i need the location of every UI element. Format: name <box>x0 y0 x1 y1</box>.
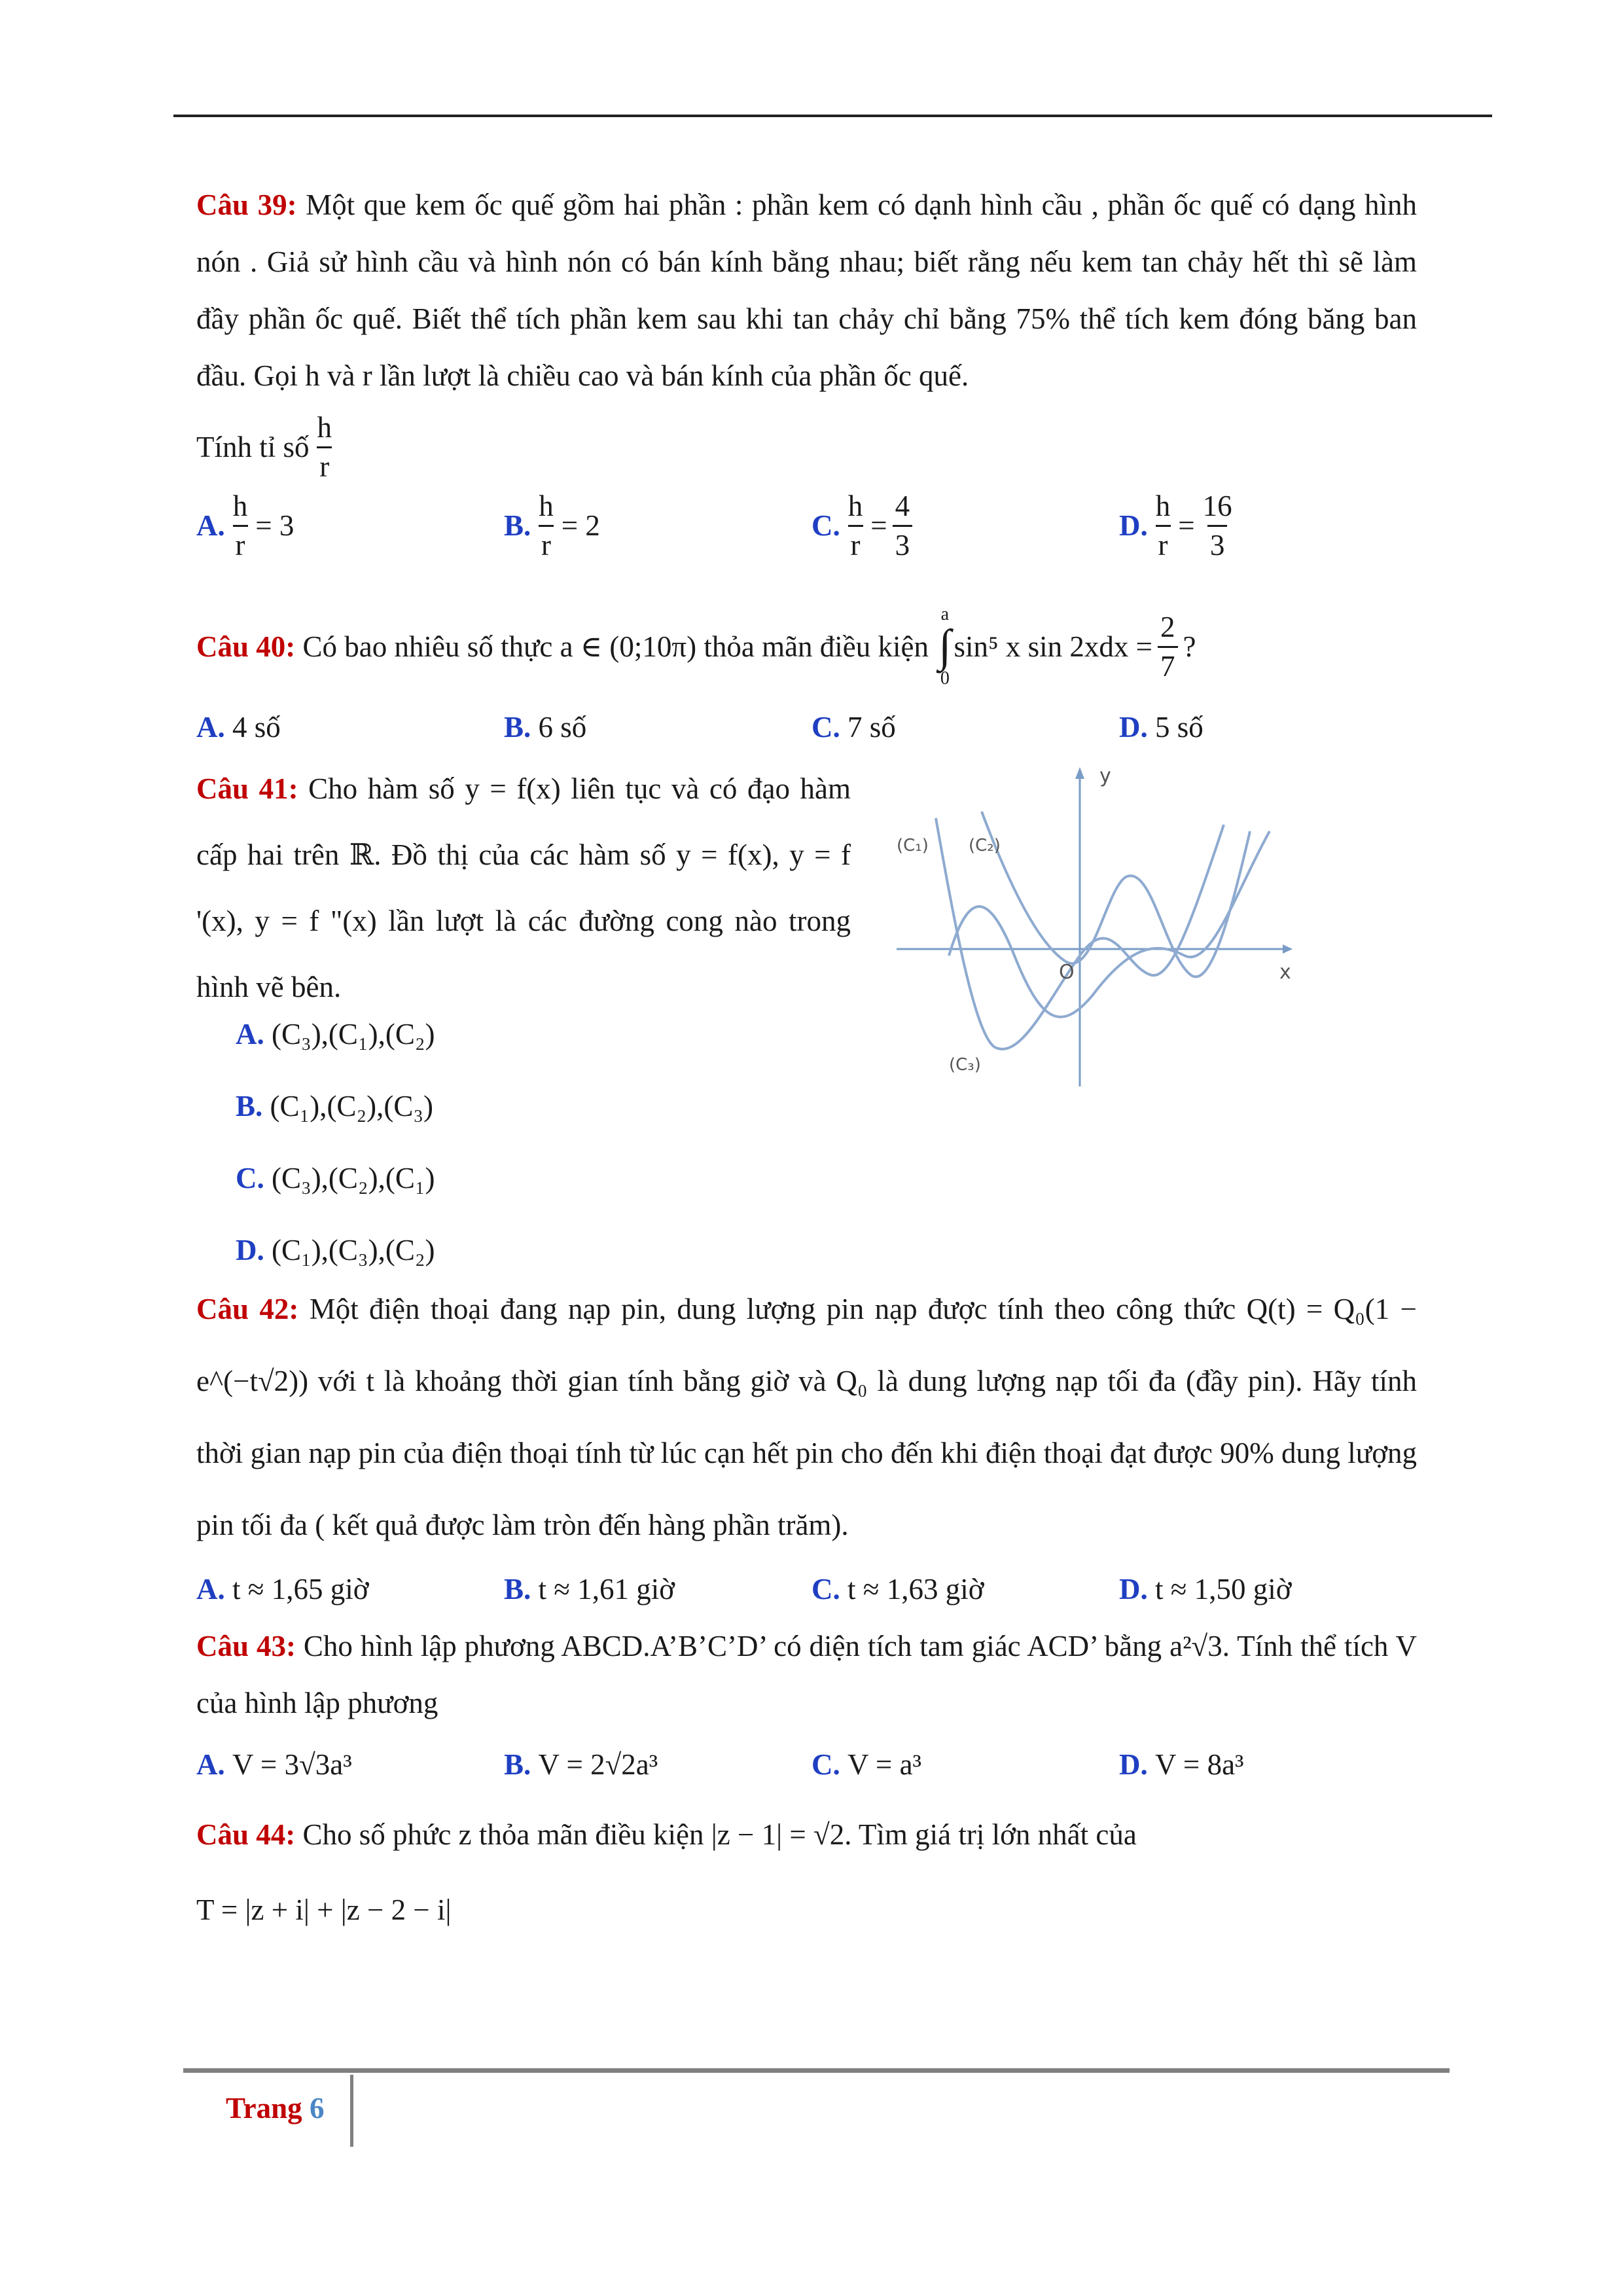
fraction-denominator: r <box>539 525 554 560</box>
fraction-numerator: h <box>539 489 554 522</box>
question-text: Cho hàm số <box>308 772 455 805</box>
question-40 <box>196 594 1417 699</box>
fraction-numerator: h <box>1155 489 1171 522</box>
question-39-options <box>196 490 1417 562</box>
footer-rule <box>183 2068 1450 2073</box>
option-b[interactable] <box>504 1736 812 1793</box>
option-a[interactable] <box>196 1561 504 1618</box>
option-label: C. <box>236 1161 264 1194</box>
option-d[interactable] <box>1119 1561 1427 1618</box>
fraction-denominator: r <box>1156 525 1171 560</box>
integral-sign <box>938 605 951 688</box>
question-label: Câu 41: <box>196 772 298 805</box>
option-label: C. <box>812 1573 840 1605</box>
q0-math: Q₀ <box>836 1365 868 1397</box>
option-label: B. <box>504 1573 531 1605</box>
question-label: Câu 39: <box>196 188 297 221</box>
option-c[interactable] <box>812 699 1119 756</box>
option-label: B. <box>236 1089 263 1122</box>
option-a[interactable] <box>196 1736 504 1793</box>
footer-divider <box>350 2075 353 2147</box>
option-label: D. <box>1119 509 1148 542</box>
option-c[interactable] <box>812 489 1119 562</box>
question-label: Câu 43: <box>196 1630 296 1662</box>
option-c[interactable] <box>812 1561 1119 1618</box>
page-number: 6 <box>309 2092 325 2125</box>
option-value: V = a³ <box>847 1748 922 1781</box>
option-value: V = 3√3a³ <box>232 1748 352 1781</box>
fraction-numerator: 4 <box>895 489 910 522</box>
question-text: Có bao nhiêu số thực <box>302 630 553 663</box>
ask-text: Tính tỉ số <box>196 430 310 463</box>
question-44 <box>196 1797 1417 1948</box>
fraction-denominator: r <box>317 446 332 482</box>
option-label: D. <box>1119 1573 1148 1605</box>
question-text: là dung lượng nạp tối đa (đầy pin). Hãy tính thời gian nạp pin của điện thoại tính từ lúc cạn hết pin cho đến khi điện thoại đạt được 90% dung lượng pin tối đa ( kết quả được làm tròn đến hàng phần trăm). <box>196 1365 1418 1541</box>
question-text: Cho hình lập phương ABCD.A’B’C’D’ có diện tích tam giác ACD’ bằng <box>303 1630 1162 1662</box>
option-c[interactable] <box>236 1142 435 1214</box>
option-value: V = 8a³ <box>1155 1748 1244 1781</box>
footer-label: Trang <box>226 2092 302 2125</box>
question-text: Một điện thoại đang nạp pin, dung lượng pin nạp được tính theo công thức <box>309 1293 1236 1325</box>
top-rule <box>173 115 1492 117</box>
option-c[interactable] <box>812 1736 1119 1793</box>
function-math: y = f(x) <box>465 772 561 805</box>
fraction-denominator: r <box>233 525 248 560</box>
fraction-numerator: 16 <box>1202 489 1232 522</box>
option-a[interactable] <box>236 998 435 1070</box>
y-label: y <box>1099 764 1111 787</box>
fraction-denominator: r <box>848 525 863 560</box>
option-value: 5 số <box>1155 711 1204 744</box>
question-text: Một que kem ốc quế gồm hai phần : phần kem có dạnh hình cầu , phần ốc quế có dạng hình nón . Giả sử hình cầu và hình nón có bán kính bằng nhau; biết rằng nếu kem tan chảy hết thì sẽ làm đầy phần ốc quế. Biết thể tích phần kem sau khi tan chảy chỉ bằng 75% thể tích kem đóng băng ban đầu. Gọi h và r lần lượt là chiều cao và bán kính của phần ốc quế. <box>196 188 1418 392</box>
option-label: C. <box>812 509 840 542</box>
question-42-options <box>196 1561 1417 1618</box>
area-math: a²√3 <box>1169 1630 1222 1662</box>
question-42 <box>196 1273 1417 1561</box>
question-label: Câu 42: <box>196 1293 299 1325</box>
option-label: C. <box>812 711 840 744</box>
option-d[interactable] <box>1119 1736 1427 1793</box>
option-value: = 3 <box>255 509 294 542</box>
question-43-options <box>196 1732 1417 1797</box>
option-value: (C₁),(C₂),(C₃) <box>270 1089 434 1122</box>
fraction-denominator: 3 <box>893 525 913 560</box>
ratio-fraction <box>315 410 335 483</box>
option-fraction <box>230 489 251 562</box>
option-fraction <box>846 489 866 562</box>
fraction-denominator: 7 <box>1158 646 1178 681</box>
curve-c3 <box>949 831 1270 1017</box>
option-value-fraction <box>893 489 913 562</box>
question-text: thỏa mãn điều kiện <box>704 630 929 663</box>
option-label: B. <box>504 509 531 542</box>
question-text: lần lượt là các đường cong nào trong hình vẽ bên. <box>196 905 851 1003</box>
option-value: t ≈ 1,50 giờ <box>1155 1573 1292 1605</box>
option-label: C. <box>812 1748 840 1781</box>
option-label: A. <box>196 1573 225 1605</box>
question-label: Câu 40: <box>196 630 296 663</box>
question-39-ask <box>196 404 1417 490</box>
option-label: D. <box>236 1233 264 1266</box>
option-label: A. <box>196 1748 225 1781</box>
question-41-options <box>236 998 435 1286</box>
option-label: A. <box>196 509 225 542</box>
c3-label: (C₃) <box>949 1055 981 1075</box>
question-label: Câu 44: <box>196 1818 296 1851</box>
integral-upper-limit: a <box>940 604 950 624</box>
equals-sign: = <box>870 509 887 542</box>
option-label: D. <box>1119 1748 1148 1781</box>
question-text: Cho số phức z thỏa mãn điều kiện <box>302 1818 704 1851</box>
option-label: B. <box>504 1748 531 1781</box>
question-text: liên tục và có đạo hàm cấp hai trên ℝ. Đồ thị của các hàm số <box>196 772 851 871</box>
expression-math: T = |z + i| + |z − 2 − i| <box>196 1893 452 1926</box>
question-mark: ? <box>1183 630 1196 663</box>
option-value: 4 số <box>232 711 281 744</box>
option-value: t ≈ 1,61 giờ <box>538 1573 675 1605</box>
question-43 <box>196 1618 1417 1732</box>
option-a[interactable] <box>196 699 504 756</box>
option-label: D. <box>1119 711 1148 744</box>
question-41 <box>196 756 1417 1273</box>
rhs-fraction <box>1158 610 1178 683</box>
x-axis-arrow-icon <box>1283 944 1293 954</box>
c1-label: (C₁) <box>897 836 929 855</box>
option-value: (C₃),(C₂),(C₁) <box>272 1161 435 1194</box>
option-label: A. <box>196 711 225 744</box>
equals-sign: = <box>1178 509 1195 542</box>
question-text: . Tìm giá trị lớn nhất của <box>844 1818 1137 1851</box>
option-a[interactable] <box>196 489 504 562</box>
option-value-fraction <box>1200 489 1235 562</box>
integral-lower-limit: 0 <box>940 668 950 689</box>
option-label: A. <box>236 1017 264 1050</box>
option-b[interactable] <box>504 699 812 756</box>
option-d[interactable] <box>1119 699 1427 756</box>
option-b[interactable] <box>504 489 812 562</box>
option-label: B. <box>504 711 531 744</box>
option-b[interactable] <box>504 1561 812 1618</box>
option-fraction <box>1153 489 1173 562</box>
option-d[interactable] <box>1119 489 1427 562</box>
integrand: sin⁵ x sin 2xdx = <box>954 630 1153 663</box>
origin-label: O <box>1059 961 1075 984</box>
fraction-numerator: 2 <box>1160 610 1175 643</box>
option-value: V = 2√2a³ <box>538 1748 658 1781</box>
x-label: x <box>1279 961 1291 984</box>
option-value: 7 số <box>847 711 896 744</box>
option-value: (C₁),(C₃),(C₂) <box>272 1233 435 1266</box>
option-value: = 2 <box>561 509 600 542</box>
integral-icon: ∫ <box>938 621 952 672</box>
function-graph <box>883 759 1342 1126</box>
option-value: t ≈ 1,63 giờ <box>847 1573 984 1605</box>
functions-math: y = f(x), y = f '(x), y = f "(x) <box>196 838 851 937</box>
page-content <box>196 177 1417 1948</box>
option-d[interactable] <box>236 1214 435 1286</box>
curve-c2 <box>982 812 1250 977</box>
option-value: (C₃),(C₁),(C₂) <box>272 1017 435 1050</box>
question-text: với t là khoảng thời gian tính bằng giờ và <box>317 1365 827 1397</box>
question-40-options <box>196 699 1417 756</box>
question-41-text <box>196 756 851 1020</box>
fraction-denominator: 3 <box>1207 525 1228 560</box>
y-axis-arrow-icon <box>1075 767 1084 779</box>
question-text: . Tính thể tích V của hình lập phương <box>196 1630 1418 1719</box>
option-fraction <box>536 489 556 562</box>
option-value: 6 số <box>538 711 587 744</box>
option-b[interactable] <box>236 1070 435 1142</box>
option-value: t ≈ 1,65 giờ <box>232 1573 369 1605</box>
fraction-numerator: h <box>232 489 248 522</box>
condition-math: |z − 1| = √2 <box>711 1818 845 1851</box>
fraction-numerator: h <box>847 489 863 522</box>
question-39 <box>196 177 1417 404</box>
page-footer <box>226 2091 324 2125</box>
c2-label: (C₂) <box>969 836 1001 855</box>
formula-math: Q(t) = Q₀(1 − e^(−t√2)) <box>196 1293 1418 1397</box>
fraction-numerator: h <box>317 410 332 444</box>
condition-math: a ∈ (0;10π) <box>560 630 697 663</box>
